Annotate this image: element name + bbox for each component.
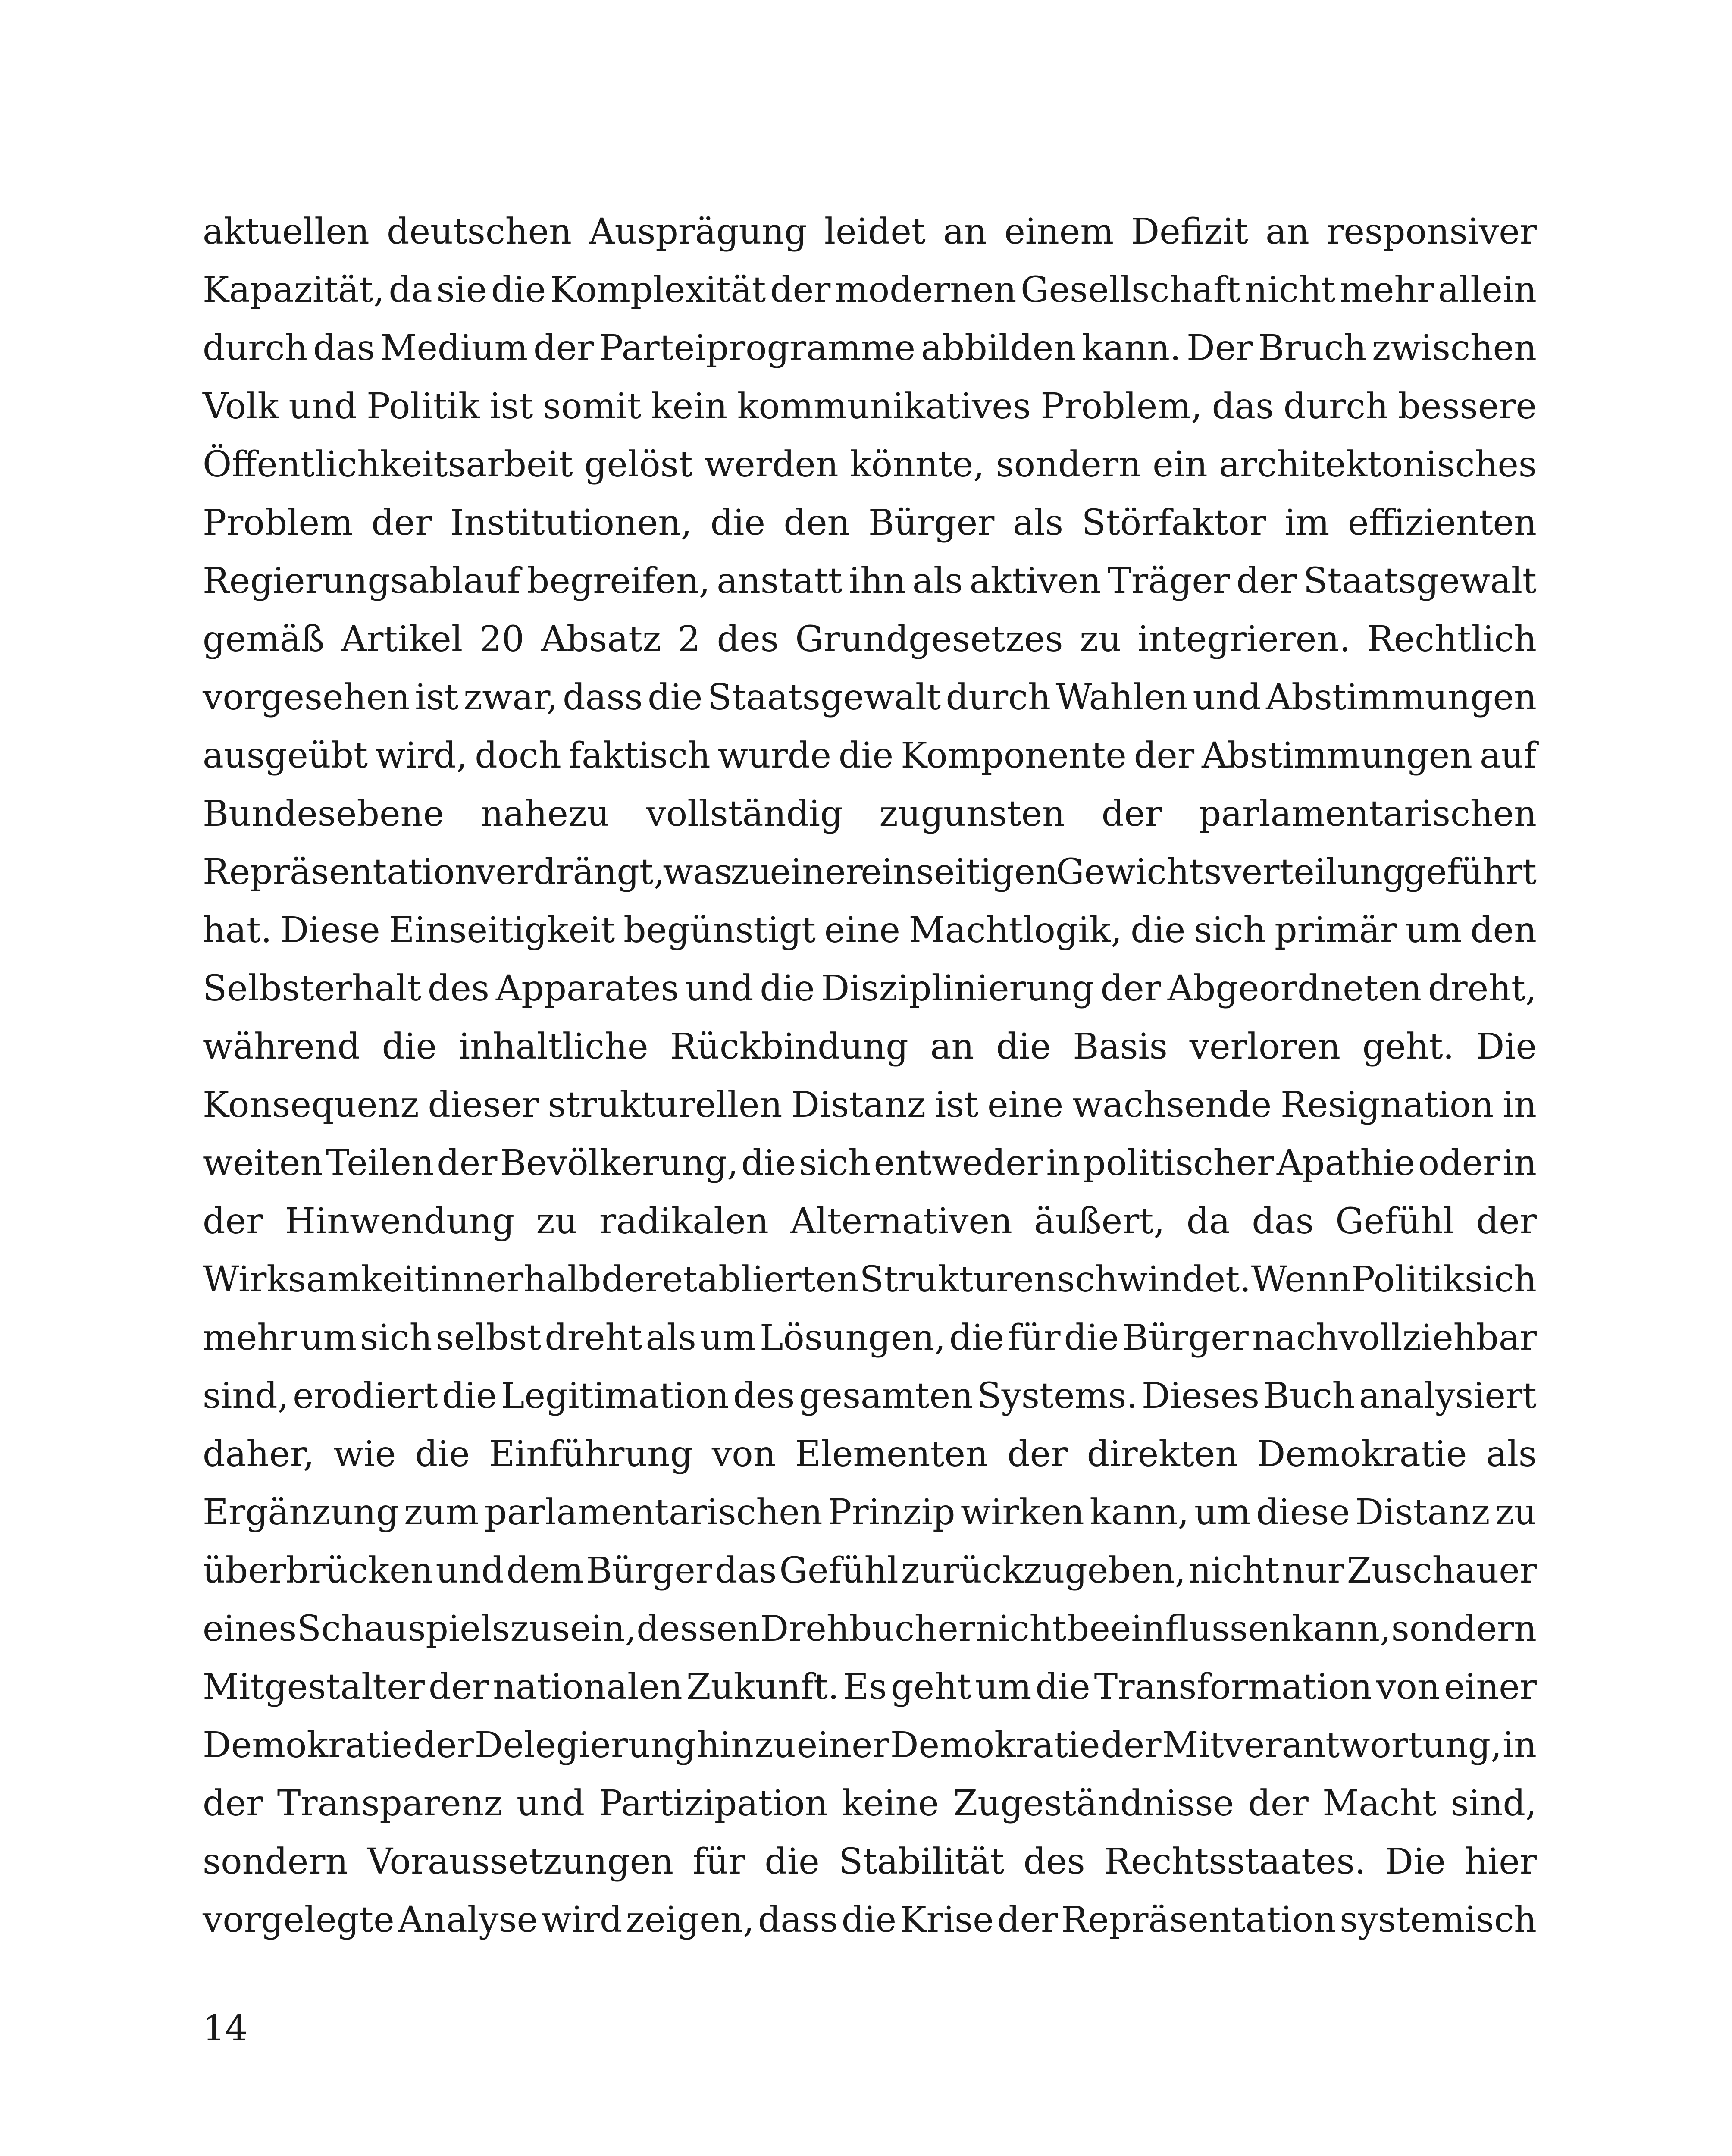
text-line: Bundesebene nahezu vollständig zugunsten der parlamentarischen (203, 793, 1537, 834)
text-line: hat. Diese Einseitigkeit begünstigt eine Machtlogik, die sich primär um den (203, 910, 1537, 951)
text-line: weiten Teilen der Bevölkerung, die sich entweder in politischer Apathie oder in (203, 1143, 1537, 1184)
text-line: vorgesehen ist zwar, dass die Staatsgewalt durch Wahlen und Abstimmungen (203, 677, 1537, 718)
text-line: Konsequenz dieser strukturellen Distanz ist eine wachsende Resignation in (203, 1084, 1537, 1125)
text-line: sind, erodiert die Legitimation des gesamten Systems. Dieses Buch analysiert (203, 1376, 1537, 1416)
text-line: Problem der Institutionen, die den Bürger als Störfaktor im effizienten (203, 502, 1537, 543)
text-line: sondern Voraussetzungen für die Stabilität des Rechtsstaates. Die hier (203, 1841, 1537, 1882)
text-line: Kapazität, da sie die Komplexität der modernen Gesellschaft nicht mehr allein (203, 270, 1537, 310)
text-line: eines Schauspiels zu sein, dessen Drehbuch er nicht beeinflussen kann, sondern (203, 1608, 1537, 1649)
page-number: 14 (203, 2008, 248, 2049)
text-line: der Hinwendung zu radikalen Alternativen äußert, da das Gefühl der (203, 1201, 1537, 1242)
text-line: Regierungsablauf begreifen, anstatt ihn als aktiven Träger der Staatsgewalt (203, 561, 1537, 602)
text-line: Mitgestalter der nationalen Zukunft. Es geht um die Transformation von einer (203, 1667, 1537, 1708)
text-line: während die inhaltliche Rückbindung an die Basis verloren geht. Die (203, 1026, 1537, 1067)
text-line: Selbsterhalt des Apparates und die Disziplinierung der Abgeordneten dreht, (203, 968, 1537, 1009)
text-line: daher, wie die Einführung von Elementen der direkten Demokratie als (203, 1434, 1537, 1475)
text-line: Wirksamkeit innerhalb der etablierten Strukturen schwindet. Wenn Politik sich (203, 1259, 1537, 1300)
text-line: durch das Medium der Parteiprogramme abbilden kann. Der Bruch zwischen (203, 328, 1537, 369)
text-line: gemäß Artikel 20 Absatz 2 des Grundgesetzes zu integrieren. Rechtlich (203, 619, 1537, 660)
text-line: ausgeübt wird, doch faktisch wurde die Komponente der Abstimmungen auf (203, 735, 1537, 776)
body-paragraph (203, 203, 1537, 1949)
text-line: der Transparenz und Partizipation keine Zugeständnisse der Macht sind, (203, 1783, 1537, 1824)
text-line: aktuellen deutschen Ausprägung leidet an einem Defizit an responsiver (203, 211, 1537, 252)
text-line: Ergänzung zum parlamentarischen Prinzip wirken kann, um diese Distanz zu (203, 1492, 1537, 1533)
text-line: Volk und Politik ist somit kein kommunikatives Problem, das durch bessere (203, 386, 1537, 427)
text-line: Öffentlichkeitsarbeit gelöst werden könnte, sondern ein architektonisches (203, 444, 1537, 485)
text-line: vorgelegte Analyse wird zeigen, dass die Krise der Repräsentation systemisch (203, 1899, 1537, 1940)
text-line: überbrücken und dem Bürger das Gefühl zurückzugeben, nicht nur Zuschauer (203, 1550, 1537, 1591)
text-line: mehr um sich selbst dreht als um Lösungen, die für die Bürger nachvollziehbar (203, 1317, 1537, 1358)
text-line: Demokratie der Delegierung hin zu einer Demokratie der Mitverantwortung, in (203, 1725, 1537, 1766)
text-line: Repräsentation verdrängt, was zu einer einseitigen Gewichtsverteilung geführt (203, 852, 1537, 893)
